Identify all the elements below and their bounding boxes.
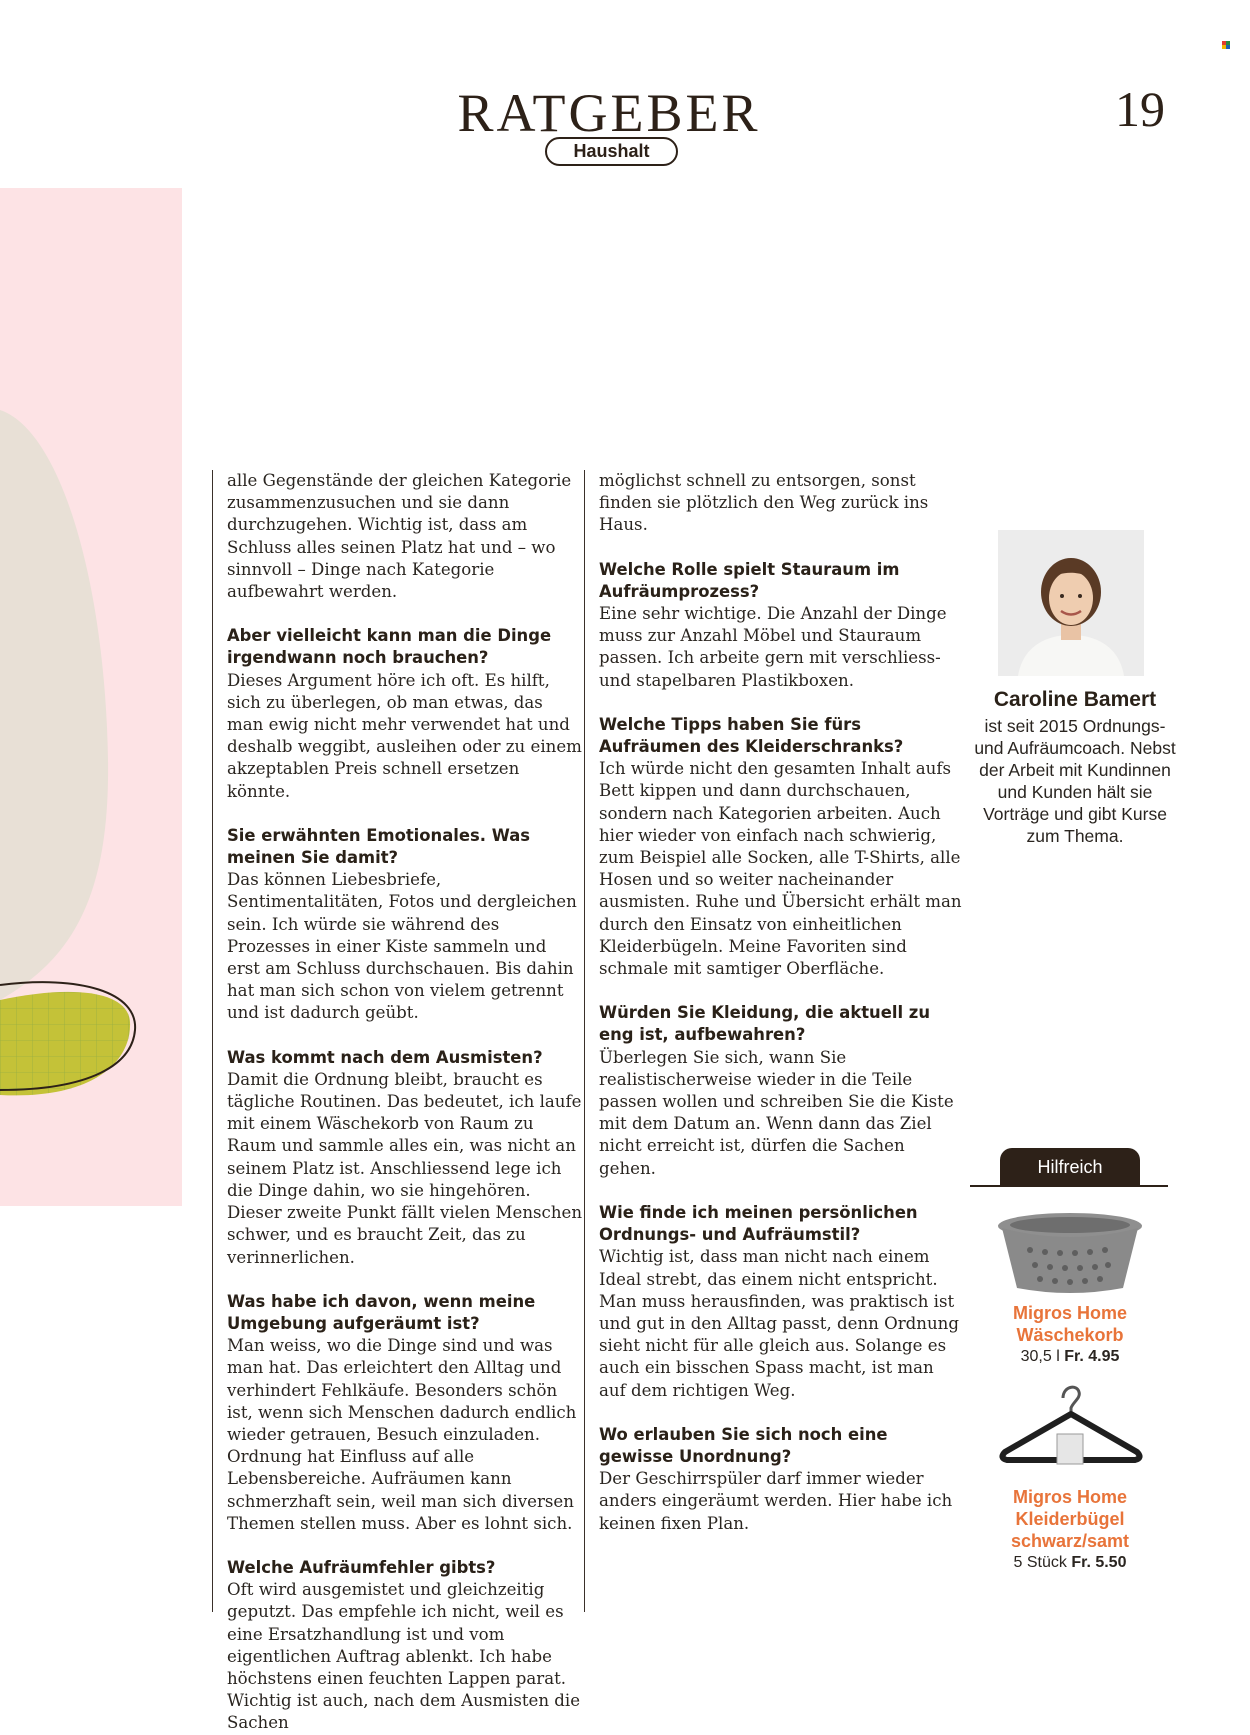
product-name: Migros Home Wäschekorb — [1012, 1303, 1127, 1345]
decorative-illustration — [0, 400, 140, 1130]
article-paragraph: Das können Liebesbriefe, Sentimentalitäten, Fotos und dergleichen sein. Ich würde sie während des Prozesses in einer Kiste sammeln und erst am Schluss durchschauen. Bis dahin hat man sich schon von vielem getrennt und ist dadurch geübt. — [227, 870, 577, 1023]
product-price-line — [970, 1552, 1170, 1574]
section-tag: Haushalt — [545, 137, 678, 166]
product-quantity: 5 Stück — [1013, 1554, 1067, 1571]
corner-color-mark — [1222, 34, 1230, 42]
interview-question: Welche Aufräumfehler gibts? — [227, 1557, 496, 1577]
article-paragraph: möglichst schnell zu entsorgen, sonst finden sie plötzlich den Weg zurück ins Haus. — [599, 471, 929, 535]
product-quantity: 30,5 l — [1020, 1348, 1060, 1365]
article-paragraph: Oft wird ausgemistet und gleichzeitig geputzt. Das empfehle ich nicht, weil es eine Ersatzhandlung ist und vom eigentlichen Auftrag ablenkt. Ich habe höchstens einen feuchten Lappen parat. Wichtig ist auch, nach dem Ausmisten die Sachen — [227, 1580, 581, 1733]
article-paragraph: Der Geschirrspüler darf immer wieder anders eingeräumt werden. Hier habe ich keinen fixen Plan. — [599, 1469, 953, 1533]
clothes-hanger-icon — [995, 1380, 1145, 1475]
page-number: 19 — [1115, 81, 1165, 137]
article-paragraph: Man weiss, wo die Dinge sind und was man hat. Das erleichtert den Alltag und verhindert Fehlkäufe. Besonders schön ist, wenn sich Menschen dadurch endlich wieder getrauen, Besuch einzuladen. Ordnung hat Einfluss auf alle Lebensbereiche. Aufräumen kann schmerzhaft sein, weil man sich diversen Themen stellen muss. Aber es lohnt sich. — [227, 1336, 577, 1533]
interview-question: Aber vielleicht kann man die Dinge irgendwann noch brauchen? — [227, 626, 552, 668]
article-column-middle — [584, 470, 964, 1612]
product-laundry-basket — [970, 1302, 1170, 1368]
laundry-basket-icon — [995, 1210, 1145, 1295]
product-clothes-hanger — [970, 1486, 1170, 1574]
article-paragraph: Überlegen Sie sich, wann Sie realistischerweise wieder in die Teile passen wollen und schreiben Sie die Kiste mit dem Datum an. Wenn dann das Ziel nicht erreicht ist, dürfen die Sachen gehen. — [599, 1047, 954, 1178]
tip-box-label: Hilfreich — [1000, 1148, 1140, 1186]
article-paragraph: alle Gegenstände der gleichen Kategorie zusammenzusuchen und sie dann durchzugehen. Wichtig ist, dass am Schluss alles seinen Platz hat und – wo sinnvoll – Dinge nach Kategorie aufbewahrt werden. — [227, 471, 572, 602]
article-paragraph: Ich würde nicht den gesamten Inhalt aufs Bett kippen und dann durchschauen, sondern nach Kategorien arbeiten. Auch hier wieder von einfach nach schwierig, zum Beispiel alle Socken, alle T-Shirts, alle Hosen und so weiter nacheinander ausmisten. Ruhe und Übersicht erhält man durch den Einsatz von einheitlichen Kleiderbügeln. Meine Favoriten sind schmale mit samtiger Oberfläche. — [599, 759, 962, 979]
author-bio — [970, 686, 1180, 847]
interview-question: Wo erlauben Sie sich noch eine gewisse Unordnung? — [599, 1424, 888, 1466]
article-column-left — [212, 470, 584, 1733]
interview-question: Was kommt nach dem Ausmisten? — [227, 1047, 543, 1067]
interview-question: Wie finde ich meinen persönlichen Ordnungs- und Aufräumstil? — [599, 1202, 918, 1245]
author-portrait-photo — [998, 530, 1144, 676]
tip-box-rule — [970, 1185, 1168, 1187]
article-paragraph: Eine sehr wichtige. Die Anzahl der Dinge muss zur Anzahl Möbel und Stauraum passen. Ich arbeite gern mit verschliess- und stapelbaren Plastikboxen. — [599, 604, 947, 690]
interview-question: Sie erwähnten Emotionales. Was meinen Sie damit? — [227, 825, 531, 868]
interview-question: Welche Tipps haben Sie fürs Aufräumen des Kleiderschranks? — [599, 714, 904, 757]
product-name: Migros Home Kleiderbügel schwarz/samt — [1010, 1487, 1130, 1551]
author-name: Caroline Bamert — [993, 688, 1157, 711]
article-paragraph: Wichtig ist, dass man nicht nach einem Ideal strebt, das einem nicht entspricht. Man muss herausfinden, was praktisch ist und gut in den Alltag passt, denn Ordnung sieht nicht für alle gleich aus. Solange es auch ein bisschen Spass macht, ist man auf dem richtigen Weg. — [599, 1247, 959, 1400]
product-price-line — [970, 1346, 1170, 1368]
product-price: Fr. 5.50 — [1071, 1554, 1127, 1571]
article-paragraph: Dieses Argument höre ich oft. Es hilft, sich zu überlegen, ob man etwas, das man ewig nicht mehr verwendet hat und deshalb weggibt, ausleihen oder zu einem akzeptablen Preis schnell ersetzen könnte. — [227, 670, 582, 801]
magazine-section-title: RATGEBER — [457, 83, 761, 143]
interview-question: Was habe ich davon, wenn meine Umgebung aufgeräumt ist? — [227, 1291, 536, 1333]
article-paragraph: Damit die Ordnung bleibt, braucht es tägliche Routinen. Das bedeutet, ich laufe mit einem Wäschekorb von Raum zu Raum und sammle alles ein, was nicht an seinem Platz ist. Anschliessend lege ich die Dinge dahin, wo sie hingehören. Dieser zweite Punkt fällt vielen Menschen schwer, und es braucht Zeit, das zu verinnerlichen. — [227, 1069, 583, 1267]
author-description: ist seit 2015 Ordnungs- und Aufräumcoach. Nebst der Arbeit mit Kundinnen und Kunden hält sie Vorträge und gibt Kurse zum Thema. — [974, 716, 1176, 846]
product-price: Fr. 4.95 — [1064, 1348, 1120, 1365]
interview-question: Welche Rolle spielt Stauraum im Aufräumprozess? — [599, 559, 900, 601]
interview-question: Würden Sie Kleidung, die aktuell zu eng ist, aufbewahren? — [599, 1003, 930, 1045]
